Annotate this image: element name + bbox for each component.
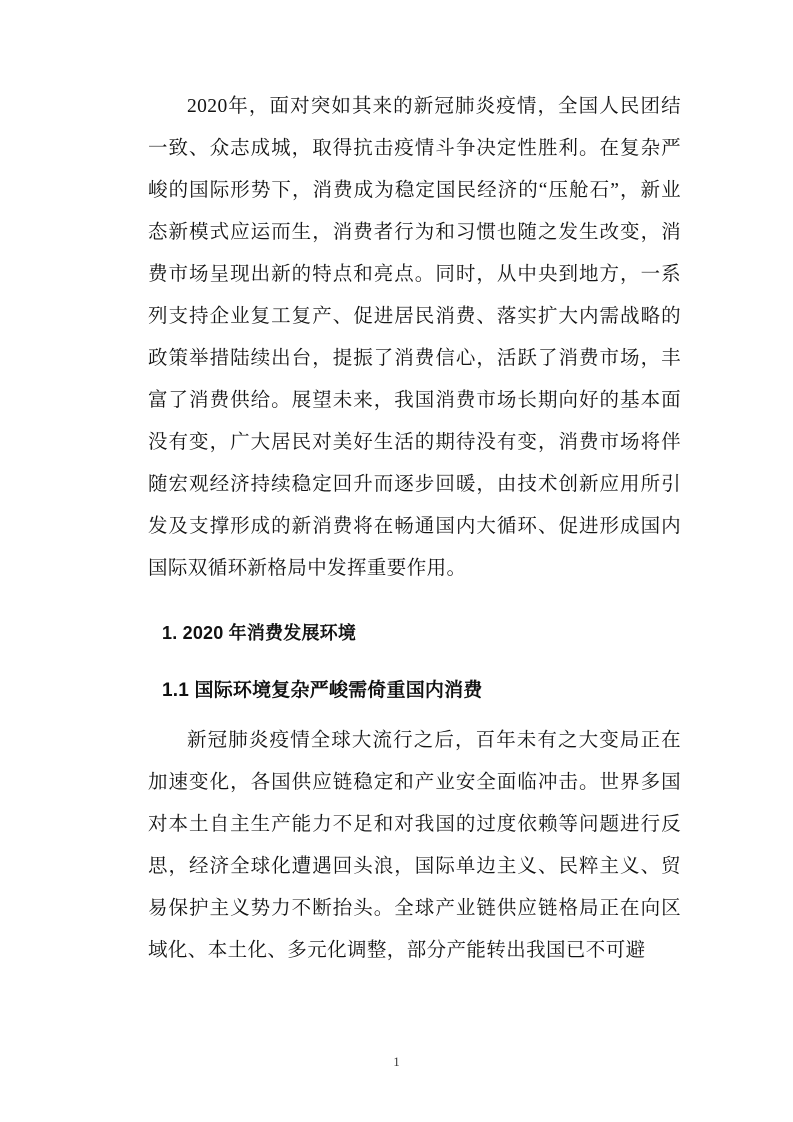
section-heading-1: 1. 2020 年消费发展环境 xyxy=(162,623,357,643)
section-heading-1-1: 1.1 国际环境复杂严峻需倚重国内消费 xyxy=(162,680,483,701)
paragraph-international-environment: 新冠肺炎疫情全球大流行之后，百年未有之大变局正在加速变化，各国供应链稳定和产业安全面临冲击。世界多国对本土自主生产能力不足和对我国的过度依赖等问题进行反思，经济全球化遭遇回头浪，国际单边主义、民粹主义、贸易保护主义势力不断抬头。全球产业链供应链格局正在向区域化、本土化、多元化调整，部分产能转出我国已不可避 xyxy=(148,730,681,961)
page-number: 1 xyxy=(393,1055,400,1069)
paragraph-intro: 2020年，面对突如其来的新冠肺炎疫情，全国人民团结一致、众志成城，取得抗击疫情斗争决定性胜利。在复杂严峻的国际形势下，消费成为稳定国民经济的“压舱石”，新业态新模式应运而生，消费者行为和习惯也随之发生改变，消费市场呈现出新的特点和亮点。同时，从中央到地方，一系列支持企业复工复产、促进居民消费、落实扩大内需战略的政策举措陆续出台，提振了消费信心，活跃了消费市场，丰富了消费供给。展望未来，我国消费市场长期向好的基本面没有变，广大居民对美好生活的期待没有变，消费市场将伴随宏观经济持续稳定回升而逐步回暖，由技术创新应用所引发及支撑形成的新消费将在畅通国内大循环、促进形成国内国际双循环新格局中发挥重要作用。 xyxy=(148,96,681,579)
